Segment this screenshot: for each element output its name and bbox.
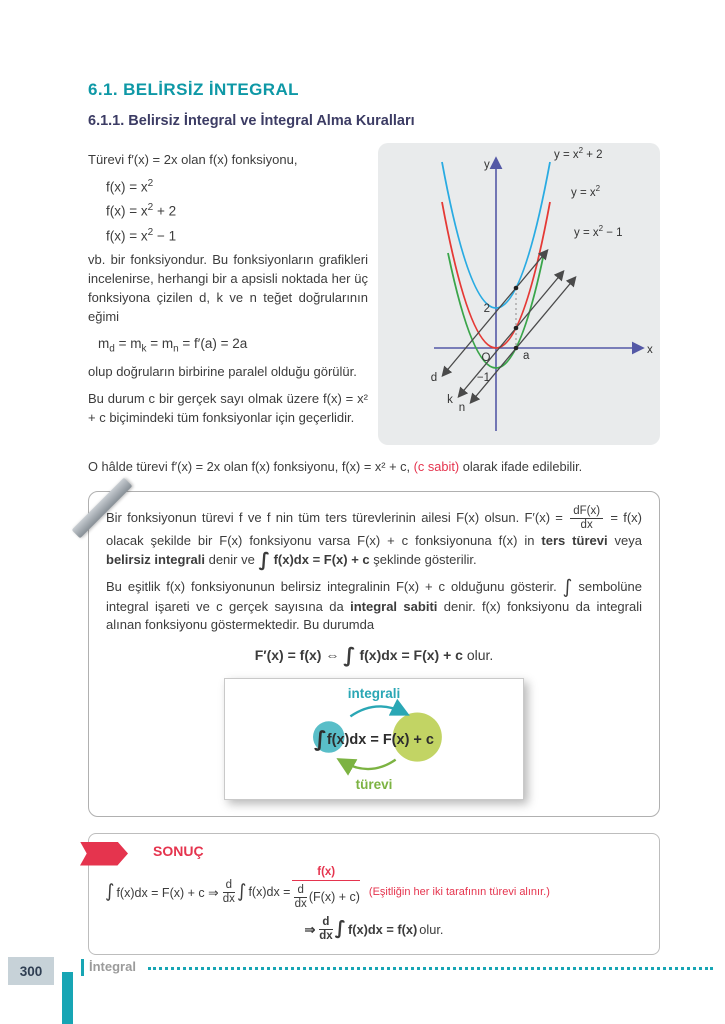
fraction-denominator: dx [580, 518, 593, 531]
integral-sign: ∫ [343, 643, 356, 668]
footer-dotted-line [148, 967, 713, 970]
conclusion-post: olarak ifade edilebilir. [459, 459, 583, 474]
subsection-title: 6.1.1. Belirsiz İntegral ve İntegral Alma Kuralları [88, 113, 415, 129]
fn-exponent: 2 [147, 226, 154, 238]
slope-formula [98, 336, 368, 355]
parabola-graph [378, 143, 660, 445]
line-d-label: d [430, 372, 438, 384]
c-sabit-note: (c sabit) [413, 459, 460, 474]
fraction-numerator: d [319, 916, 332, 930]
def-text: denir. f(x) fonksiyonu da integrali alınan fonksiyonu göstermektedir. Bu durumda [106, 598, 642, 633]
fraction-numerator: d [294, 884, 306, 898]
tangent-line-k [460, 273, 562, 395]
formula-part: olur. [462, 647, 494, 664]
fn-base: f(x) = x [106, 228, 148, 244]
integral-sign: ∫ [334, 918, 346, 940]
function-line-3 [106, 227, 368, 244]
formula-part: olur. [419, 922, 444, 938]
chapter-rule [81, 959, 84, 976]
slope-part: = m [146, 335, 174, 351]
conclusion-line [88, 458, 660, 477]
formula-part: (F(x) + c) [308, 890, 360, 905]
fraction-denominator: dx [294, 897, 307, 910]
fn-base: f(x) = x [106, 179, 148, 195]
formula-part: f(x)dx = [248, 885, 291, 900]
derivative-arrow-icon [343, 759, 396, 768]
fn-tail: − 1 [153, 228, 177, 244]
fn-exponent: 2 [147, 202, 154, 214]
fn-base: f(x) = x [106, 203, 148, 219]
formula-part: f(x)dx = F(x) + c ⇒ [116, 885, 219, 900]
function-line-2 [106, 202, 368, 219]
formula-part: ⇒ [304, 921, 316, 937]
tangent-point-a [514, 346, 519, 351]
intro-sentence: Türevi f′(x) = 2x olan f(x) fonksiyonu, [88, 152, 298, 167]
general-c-paragraph: Bu durum c bir gerçek sayı olmak üzere f(x) = x² + c biçimindeki tüm fonksiyonlar için geçerlidir. [88, 391, 368, 426]
annotated-derivative-group [292, 865, 360, 911]
cycle-label-integrali: integrali [347, 685, 401, 701]
belirsiz-integrali-term: belirsiz integrali [106, 551, 205, 567]
slope-sub-k: k [141, 343, 147, 355]
slope-part: = f′(a) = 2a [178, 335, 248, 351]
fraction-numerator: d [223, 879, 235, 893]
tangent-point-top [514, 286, 519, 291]
tangent-paragraph: vb. bir fonksiyondur. Bu fonksiyonların grafikleri incelenirse, herhangi bir a apsisli noktada her üç fonksiyona çizilen d, k ve n teğet doğrularının eğimi [88, 252, 368, 324]
page-number: 300 [8, 957, 54, 985]
tangent-point-mid [514, 326, 519, 331]
definition-paragraph-1 [106, 505, 642, 571]
cycle-formula [225, 725, 523, 751]
function-line-1 [106, 178, 368, 195]
curve-label-x2-plus-2: $y = x^2 + 2$ [554, 146, 603, 161]
intro-text-column [88, 143, 368, 445]
integral-formula: f(x)dx = F(x) + c [269, 551, 370, 567]
def-text: sembolüne integral işareti ve c gerçek sayısına da [106, 578, 642, 614]
result-formula-line-2 [105, 916, 645, 943]
def-text: Bu eşitlik f(x) fonksiyonunun belirsiz integralinin F(x) + c olduğunu gösterir. [106, 578, 563, 594]
line-k-label: k [447, 394, 453, 406]
integral-derivative-cycle-diagram [224, 678, 524, 800]
page-footer [0, 950, 725, 1024]
formula-part: f(x)dx = f(x) [347, 922, 418, 938]
parallel-paragraph: olup doğruların birbirine paralel olduğu görülür. [88, 364, 357, 380]
slope-part: = m [114, 335, 142, 351]
integral-sign: ∫ [237, 881, 247, 903]
definition-box [88, 491, 660, 817]
def-text: = f(x) olacak şekilde bir F(x) fonksiyonu varsa F(x) + c fonksiyonuna f(x) in [106, 509, 642, 548]
def-text: Bir fonksiyonun türevi f ve f nin tüm ters türevlerinin ailesi F(x) olsun. F′(x) = [106, 509, 569, 525]
integral-sign: ∫ [562, 576, 573, 598]
tick-2: 2 [483, 303, 490, 315]
fn-exponent: 2 [147, 177, 154, 189]
fn-tail: + 2 [153, 203, 177, 219]
conclusion-pre: O hâlde türevi f′(x) = 2x olan f(x) fonksiyonu, f(x) = x² + c, [88, 459, 414, 474]
integral-arrow-icon [350, 706, 403, 716]
cycle-lhs: f(x)dx [326, 731, 367, 748]
fraction-denominator: dx [222, 892, 235, 905]
integral-sign: ∫ [258, 549, 270, 571]
fraction-denominator: dx [319, 930, 333, 943]
y-axis-label: y [484, 159, 490, 171]
slope-part: m [98, 335, 110, 351]
cycle-rhs: F(x) + c [382, 731, 434, 748]
result-box [88, 833, 660, 956]
intro-section [88, 143, 660, 445]
x-axis-label: x [647, 344, 653, 356]
ters-turevi-term: ters türevi [541, 532, 608, 548]
origin-label: O [481, 352, 491, 364]
result-title: SONUÇ [153, 842, 204, 859]
footer-accent-bar [62, 972, 73, 1024]
slope-sub-n: n [173, 343, 179, 355]
fraction-numerator: dF(x) [570, 505, 603, 519]
cycle-eq: = [366, 731, 383, 748]
point-a-label: a [523, 350, 530, 362]
fraction-ddx [223, 879, 235, 906]
cycle-label-turevi: türevi [355, 776, 393, 792]
equivalence-formula [106, 643, 642, 668]
def-text: şeklinde gösterilir. [369, 551, 477, 567]
fraction-ddx [319, 916, 332, 943]
fraction-ddx [294, 884, 306, 911]
integral-sabiti-term: integral sabiti [350, 598, 438, 614]
formula-part: F′(x) = f(x) ⇔ [254, 647, 344, 664]
over-label-fx: f(x) [317, 865, 336, 878]
derivative-note: (Eşitliğin her iki tarafının türevi alınır.) [368, 886, 550, 899]
tangent-line-d [444, 252, 546, 374]
section-title: 6.1. BELİRSİZ İNTEGRAL [88, 80, 299, 99]
formula-part: f(x)dx = F(x) + c [355, 647, 463, 664]
curve-label-x2-minus-1: $y = x^2 - 1$ [574, 224, 623, 239]
tick-minus-1: −1 [476, 372, 490, 384]
result-formula-line-1 [105, 859, 645, 911]
curve-label-x2: $y = x^2$ [571, 184, 601, 199]
slope-sub-d: d [109, 343, 115, 355]
fraction-dFdx [570, 505, 603, 532]
integral-sign: ∫ [105, 881, 115, 903]
line-n-label: n [458, 402, 466, 414]
chapter-label: İntegral [89, 959, 136, 974]
integral-sign: ∫ [313, 725, 327, 751]
def-text: denir ve [204, 551, 259, 567]
def-text: veya [607, 532, 642, 548]
definition-paragraph-2 [106, 578, 642, 636]
graph-panel [378, 143, 660, 445]
